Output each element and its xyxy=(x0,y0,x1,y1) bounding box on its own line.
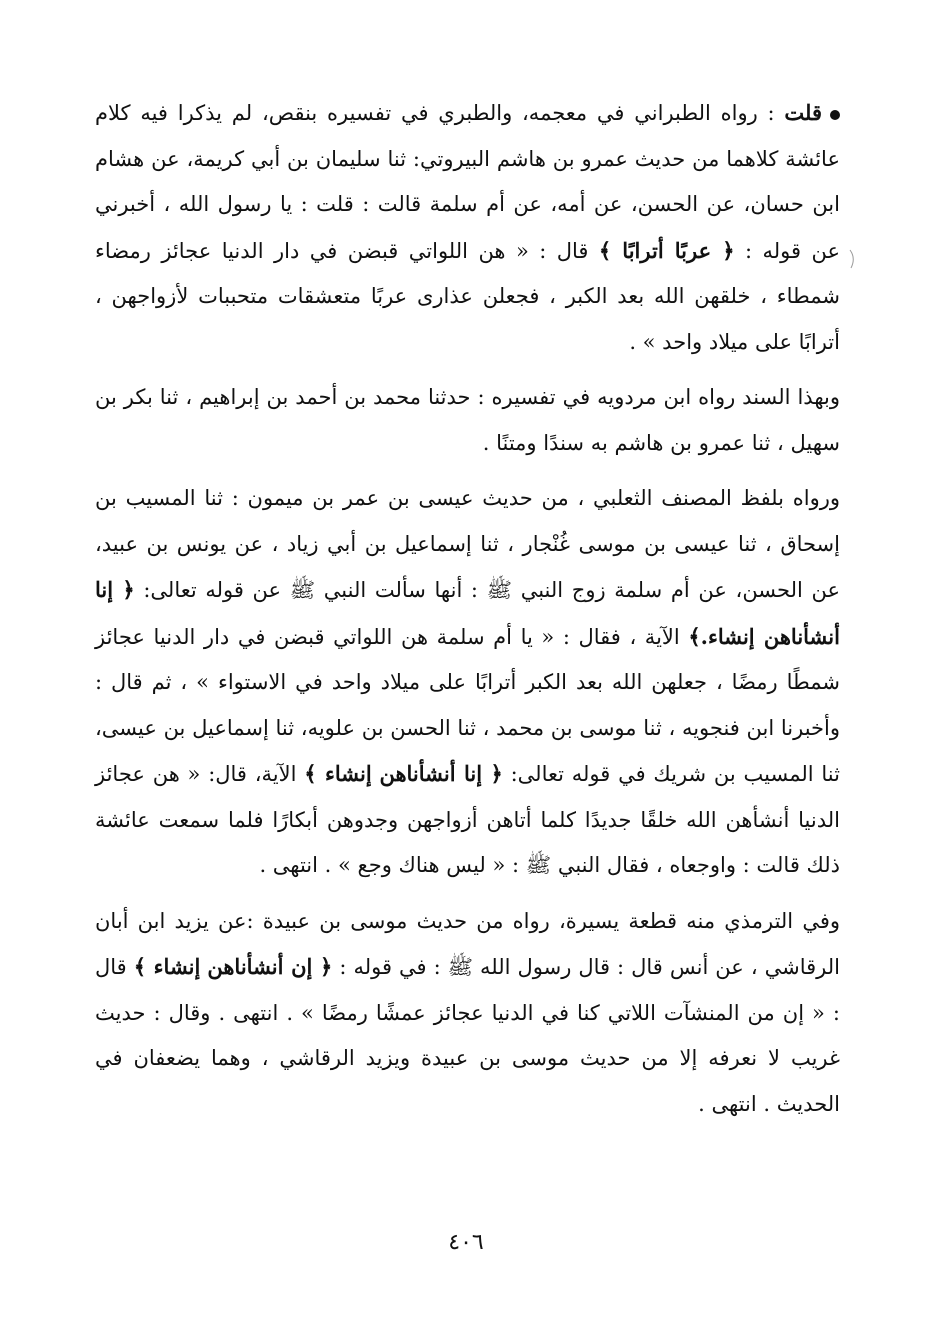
quran-quote: ﴿ إنا أنشأناهن xyxy=(379,761,503,786)
paragraph xyxy=(95,90,840,365)
text-line xyxy=(185,385,840,409)
text-segment: المسيب بن إسحاق ، ثنا عيسى بن موسى غُنْجار ، ثنا إسماعيل بن أبي زياد ، عن xyxy=(95,486,840,556)
text-segment: أخبرني عن قوله : xyxy=(95,192,840,263)
page-body xyxy=(95,90,840,1127)
text-segment: الآية ، فقال : « يا أم سلمة هن اللواتي xyxy=(333,624,689,649)
text-line xyxy=(175,909,840,933)
text-segment: وبهذا السند رواه ابن مردويه في تفسيره : حدثنا محمد بن أحمد بن إبراهيم ، xyxy=(185,385,840,409)
text-segment: رمضاء شمطاء ، خلقهن الله بعد الكبر ، فجعلن عذارى عربًا متعشقات متحببات xyxy=(95,238,840,308)
text-segment: في الاستواء » ، ثم قال : وأخبرنا ابن فنجويه ، ثنا موسى بن محمد ، ثنا الحسن بن xyxy=(95,670,840,740)
text-segment: عائشة كلاهما من حديث عمرو بن هاشم البيروتي: ثنا سليمان بن أبي كريمة، عن xyxy=(151,146,840,171)
text-segment: هشام ابن حسان، عن الحسن، عن أمه، عن أم سلمة قالت : قلت : يا رسول الله ، xyxy=(95,146,840,216)
paragraph xyxy=(95,375,840,466)
paragraph xyxy=(95,476,840,889)
text-line xyxy=(95,101,840,125)
bullet-icon xyxy=(830,110,840,120)
text-segment: وهما يضعفان في الحديث . انتهى . xyxy=(95,1046,840,1116)
text-segment: علويه، ثنا إسماعيل بن عيسى، ثنا المسيب بن شريك في قوله تعالى: xyxy=(95,715,840,786)
margin-mark-icon xyxy=(848,248,858,270)
text-line xyxy=(204,486,840,510)
quran-quote: قلت xyxy=(784,100,822,125)
text-segment: وفي الترمذي منه قطعة يسيرة، رواه من حديث موسى بن عبيدة :عن يزيد xyxy=(174,908,841,933)
text-segment: قبضن في دار الدنيا عجائز شمطًا رمضًا ، جعلهن الله بعد الكبر أترابًا على ميلاد واحد xyxy=(95,624,840,694)
text-segment: عن قوله تعالى: xyxy=(134,578,282,602)
text-segment: يونس بن عبيد، عن الحسن، عن أم سلمة زوج النبي ﷺ : أنها سألت النبي ﷺ xyxy=(95,531,840,602)
text-segment: : رواه الطبراني في معجمه، والطبري في تفسيره بنقص، لم يذكرا فيه كلام xyxy=(95,101,785,125)
text-segment: ابن أبان الرقاشي ، عن أنس قال : قال رسول الله ﷺ : في قوله : xyxy=(95,908,840,979)
quran-quote: إنشاء ﴾ xyxy=(133,954,201,979)
text-segment: قال : « هن اللواتي قبضن في دار الدنيا عجائز xyxy=(161,238,599,263)
text-segment: ورواه بلفظ المصنف الثعلبي ، من حديث عيسى بن عمر بن ميمون : ثنا xyxy=(204,486,840,510)
text-line xyxy=(151,147,840,171)
text-segment: ثنا بكر بن سهيل ، ثنا عمرو بن هاشم به سندًا ومتنًا . xyxy=(95,385,840,455)
quran-quote: ﴿ عربًا أترابًا ﴾ xyxy=(598,237,735,263)
text-line xyxy=(259,853,505,877)
text-segment: لأزواجهن ، أترابًا على ميلاد واحد » . xyxy=(95,284,840,354)
paragraph xyxy=(95,899,840,1128)
text-segment: قال : « إن من المنشآت اللاتي كنا في الدنيا عجائز عمشًا رمضًا » . انتهى . xyxy=(95,955,840,1025)
quran-quote: ﴿ إنا أنشأناهن إنشاء.﴾ xyxy=(95,577,840,649)
text-segment: وقال : حديث غريب لا نعرفه إلا من حديث موسى بن عبيدة ويزيد الرقاشي ، xyxy=(95,1000,840,1070)
text-segment: الآية، قال: « هن عجائز الدنيا أنشأهن الله خلقًا جديدًا كلما أتاهن أزواجهن xyxy=(95,762,840,832)
page-number: ٤٠٦ xyxy=(448,1230,484,1255)
text-segment: « ليس هناك وجع » . انتهى . xyxy=(259,853,506,877)
quran-quote: ﴿ إن أنشأناهن xyxy=(207,954,333,979)
text-segment: وجدوهن أبكارًا فلما سمعت عائشة ذلك قالت : واوجعاه ، فقال النبي ﷺ : xyxy=(95,807,840,877)
quran-quote: إنشاء ﴾ xyxy=(304,761,372,786)
